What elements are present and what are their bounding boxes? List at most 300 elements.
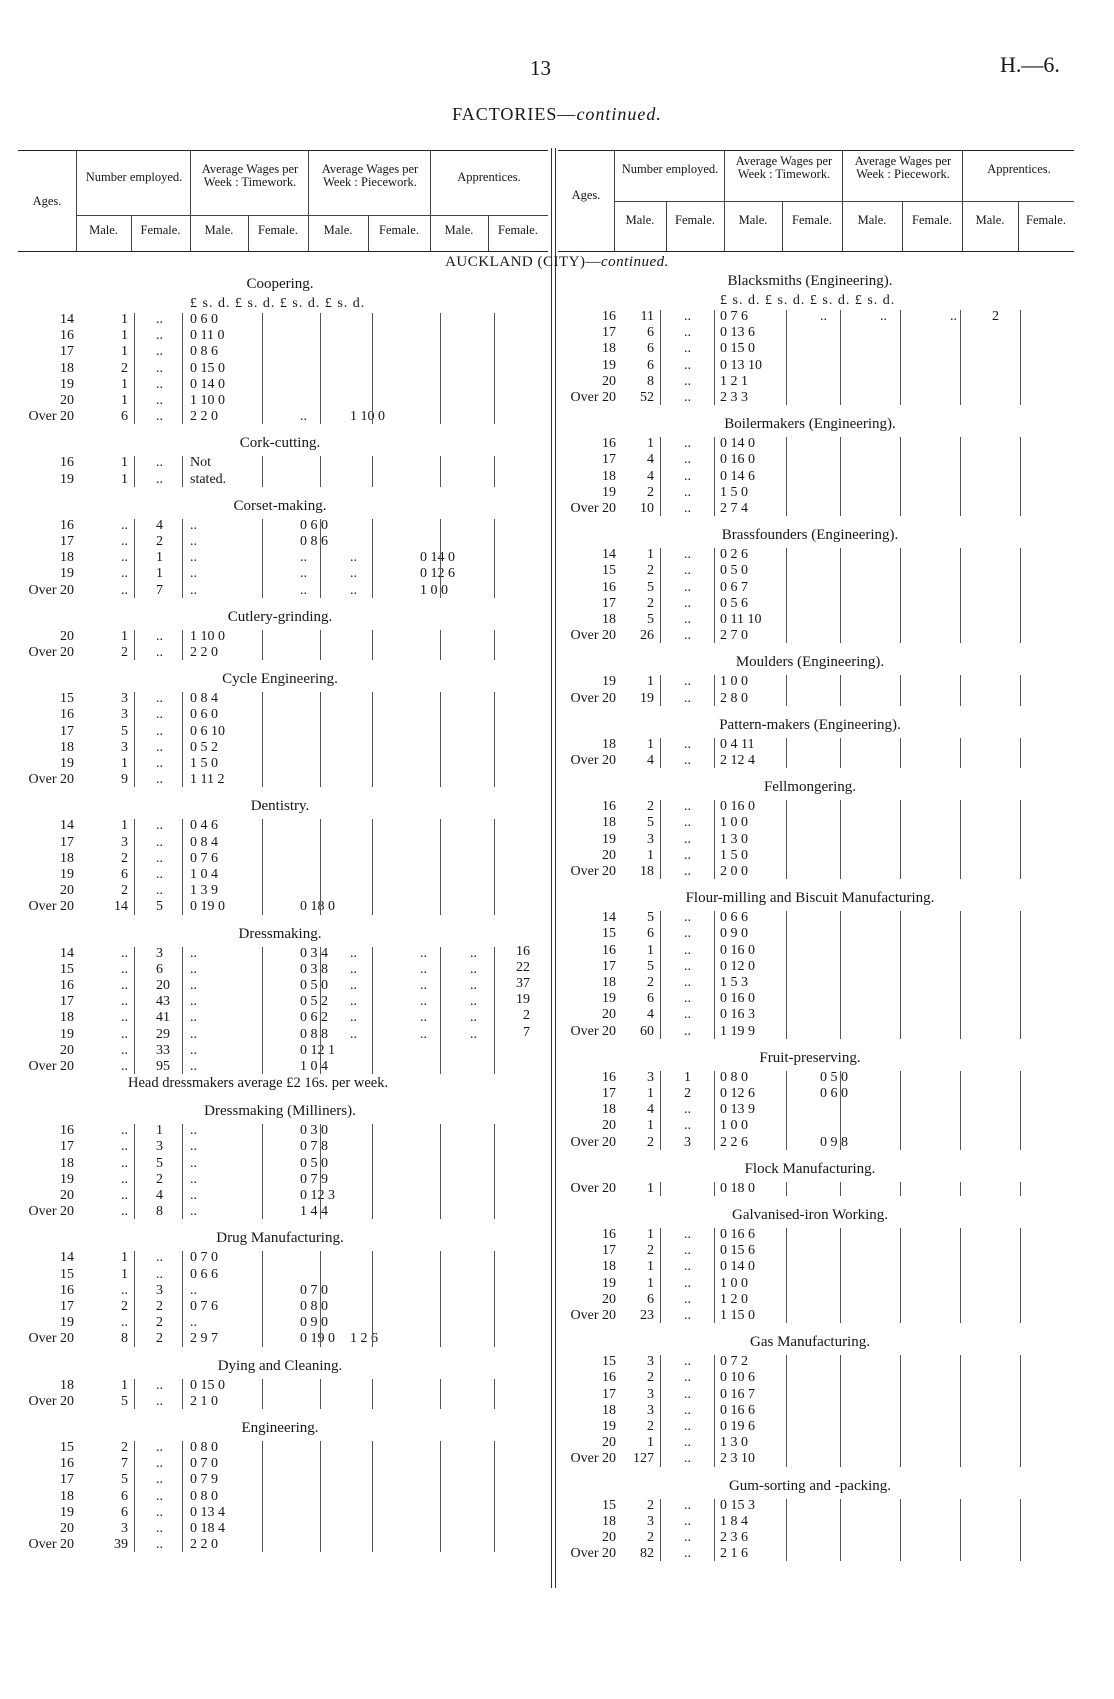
table-cell: 2 — [156, 1171, 163, 1187]
table-cell: .. — [190, 994, 197, 1010]
age-cell: 20 — [602, 1291, 616, 1307]
age-cell: 16 — [602, 579, 616, 595]
table-cell: 0 19 0 — [300, 1331, 335, 1347]
table-cell: .. — [684, 612, 691, 627]
rule-line — [494, 947, 495, 1075]
table-cell: .. — [684, 674, 691, 690]
table-cell: .. — [684, 1513, 691, 1529]
rule-line — [714, 310, 715, 405]
table-cell: .. — [684, 1227, 691, 1242]
rule-line — [714, 1499, 715, 1562]
rule-line — [660, 911, 661, 1039]
rule-line — [900, 548, 901, 643]
rule-line — [134, 947, 135, 1075]
table-cell: .. — [121, 1204, 128, 1220]
age-cell: 18 — [602, 341, 616, 357]
table-cell: 1 — [684, 1069, 691, 1085]
age-cell: Over 20 — [28, 1059, 74, 1074]
table-cell: 2 2 0 — [190, 1537, 218, 1553]
table-cell: 2 — [156, 534, 163, 549]
table-cell: 1 — [156, 550, 163, 566]
rule-line — [134, 1441, 135, 1552]
table-cell: .. — [156, 1504, 163, 1520]
table-cell: 2 7 4 — [720, 501, 748, 516]
rule-line — [440, 630, 441, 660]
table-cell: 0 18 4 — [190, 1521, 225, 1536]
table-cell: .. — [156, 1488, 163, 1504]
table-cell: .. — [300, 582, 307, 598]
table-cell: 2 2 0 — [190, 409, 218, 425]
age-cell: Over 20 — [28, 1393, 74, 1409]
age-cell: Over 20 — [570, 690, 616, 706]
table-cell: .. — [350, 566, 357, 582]
apprentice-female-count: 37 — [516, 976, 530, 991]
table-cell: .. — [420, 1010, 427, 1026]
section-title: Boilermakers (Engineering). — [724, 416, 896, 433]
rule-line — [182, 1251, 183, 1346]
rule-line — [960, 675, 961, 705]
table-cell: 6 — [156, 961, 163, 977]
age-cell: 16 — [60, 978, 74, 993]
table-cell: .. — [156, 393, 163, 408]
table-cell: 3 — [121, 834, 128, 850]
rule-line — [262, 456, 263, 486]
table-cell: .. — [684, 579, 691, 595]
table-cell: .. — [156, 628, 163, 644]
table-cell: .. — [156, 818, 163, 834]
rule-line — [1020, 1071, 1021, 1150]
table-cell: .. — [156, 723, 163, 739]
rule-line — [182, 313, 183, 424]
table-cell: 0 14 0 — [720, 436, 755, 452]
table-cell: 1 2 0 — [720, 1291, 748, 1307]
table-cell: 1 11 2 — [190, 772, 225, 788]
table-cell: .. — [121, 1026, 128, 1042]
table-cell: .. — [121, 1139, 128, 1155]
age-cell: 20 — [60, 1042, 74, 1058]
section-title: Cutlery-grinding. — [227, 608, 333, 625]
rule-line — [320, 519, 321, 598]
table-cell: 1 8 4 — [720, 1513, 748, 1529]
rule-line — [714, 800, 715, 879]
table-cell: 2 — [121, 1299, 128, 1314]
table-cell: 14 — [114, 899, 128, 915]
table-cell: 6 — [121, 867, 128, 882]
table-cell: 1 — [121, 393, 128, 408]
rule-line — [786, 437, 787, 516]
table-cell: 1 — [647, 1086, 654, 1101]
table-cell: .. — [121, 566, 128, 582]
rule-line — [134, 1251, 135, 1346]
rule-line — [714, 1182, 715, 1196]
table-cell: .. — [684, 1370, 691, 1386]
col-piecework: Average Wages per Week : Piecework. — [321, 162, 419, 189]
age-cell: Over 20 — [570, 1451, 616, 1467]
age-cell: 20 — [60, 1521, 74, 1536]
table-cell: .. — [684, 390, 691, 405]
age-cell: 18 — [602, 1102, 616, 1118]
rule-line — [660, 1228, 661, 1323]
apprentice-female-count: 7 — [523, 1024, 530, 1040]
table-cell: 3 — [684, 1134, 691, 1150]
age-cell: 14 — [602, 547, 616, 563]
table-cell: .. — [156, 360, 163, 376]
age-cell: Over 20 — [570, 628, 616, 644]
table-cell: 0 6 7 — [720, 579, 748, 595]
table-cell: 23 — [640, 1308, 654, 1323]
rule-line — [900, 675, 901, 705]
table-cell: .. — [121, 1315, 128, 1331]
age-cell: Over 20 — [28, 1537, 74, 1553]
table-cell: 8 — [121, 1331, 128, 1347]
table-cell: .. — [190, 550, 197, 566]
rule-line — [372, 1379, 373, 1409]
table-cell: 1 — [156, 566, 163, 582]
table-cell: 1 — [647, 1227, 654, 1242]
table-cell: 2 2 6 — [720, 1134, 748, 1150]
rule-line — [900, 1182, 901, 1196]
rule-line — [372, 1441, 373, 1552]
table-cell: 1 — [647, 436, 654, 452]
rule-line — [714, 911, 715, 1039]
table-cell: .. — [156, 409, 163, 425]
rule-line — [182, 630, 183, 660]
table-cell: 20 — [156, 978, 170, 993]
table-cell: .. — [684, 864, 691, 879]
table-cell: .. — [350, 582, 357, 598]
age-cell: 18 — [602, 1513, 616, 1529]
table-cell: .. — [190, 1171, 197, 1187]
table-cell: 0 4 6 — [190, 818, 218, 834]
table-cell: 2 12 4 — [720, 753, 755, 768]
age-cell: Over 20 — [570, 864, 616, 879]
section-title: Dressmaking (Milliners). — [204, 1103, 356, 1120]
age-cell: Over 20 — [28, 1204, 74, 1220]
age-cell: 20 — [60, 883, 74, 899]
table-cell: 2 — [647, 595, 654, 611]
age-cell: 19 — [60, 1504, 74, 1520]
table-cell: .. — [684, 501, 691, 516]
table-cell: 0 16 7 — [720, 1386, 755, 1402]
table-cell: 0 8 6 — [300, 534, 328, 549]
table-cell: 0 14 6 — [720, 468, 755, 484]
rule-line — [262, 819, 263, 914]
rule-line — [262, 1441, 263, 1552]
table-cell: 6 — [121, 1488, 128, 1504]
table-cell: 2 — [121, 1440, 128, 1455]
table-cell: .. — [684, 452, 691, 468]
table-cell: .. — [684, 1354, 691, 1370]
rule-line — [320, 692, 321, 787]
age-cell: 18 — [60, 1155, 74, 1171]
table-cell: .. — [684, 1435, 691, 1451]
table-cell: .. — [190, 1042, 197, 1058]
table-cell: 33 — [156, 1042, 170, 1058]
rule-line — [960, 1071, 961, 1150]
table-cell: 2 — [647, 563, 654, 579]
rule-line — [1020, 1355, 1021, 1466]
age-cell: 17 — [60, 1139, 74, 1155]
table-cell: .. — [121, 534, 128, 549]
table-cell: 0 9 0 — [720, 926, 748, 942]
table-cell: .. — [420, 978, 427, 993]
table-cell: 0 3 4 — [300, 945, 328, 961]
table-cell: 0 5 0 — [820, 1069, 848, 1085]
table-cell: 1 — [647, 1259, 654, 1275]
age-cell: 19 — [602, 484, 616, 500]
age-cell: Over 20 — [28, 645, 74, 660]
table-cell: 0 7 0 — [300, 1282, 328, 1298]
table-cell: 2 1 0 — [190, 1393, 218, 1409]
table-cell: 82 — [640, 1546, 654, 1562]
table-cell: 5 — [156, 899, 163, 915]
rule-line — [182, 1124, 183, 1219]
table-cell: .. — [820, 309, 827, 324]
table-cell: 0 6 0 — [190, 312, 218, 327]
age-cell: 14 — [60, 818, 74, 834]
apprentice-female-count: 16 — [516, 943, 530, 959]
table-cell: .. — [470, 945, 477, 961]
table-cell: 5 — [121, 723, 128, 739]
rule-line — [786, 911, 787, 1039]
table-cell: 0 12 1 — [300, 1042, 335, 1058]
table-cell: 4 — [647, 1007, 654, 1023]
table-cell: 2 8 0 — [720, 690, 748, 706]
rule-line — [714, 675, 715, 705]
table-cell: 0 8 4 — [190, 834, 218, 850]
age-cell: 17 — [60, 534, 74, 549]
rule-line — [786, 1355, 787, 1466]
table-cell: 0 12 0 — [720, 958, 755, 974]
rule-line — [440, 819, 441, 914]
table-cell: .. — [950, 309, 957, 324]
table-cell: 3 — [156, 1282, 163, 1298]
table-cell: 1 3 0 — [720, 831, 748, 847]
table-cell: 0 7 6 — [190, 850, 218, 866]
table-header-left: Ages. Number employed. Average Wages per Week : Timework. Average Wages per Week : Piecework. Apprentices. Male. Female. Male. Female. Male. Female. Male. Female. — [18, 150, 548, 252]
table-cell: 0 7 9 — [300, 1171, 328, 1187]
rule-line — [1020, 800, 1021, 879]
age-cell: 20 — [602, 1007, 616, 1023]
table-cell: .. — [684, 975, 691, 990]
table-cell: 1 — [121, 756, 128, 771]
table-cell: .. — [684, 831, 691, 847]
table-cell: .. — [190, 1010, 197, 1026]
age-cell: 18 — [60, 1377, 74, 1393]
table-cell: .. — [420, 994, 427, 1010]
table-cell: .. — [156, 455, 163, 471]
table-cell: 0 15 0 — [190, 1377, 225, 1393]
table-cell: 3 — [121, 707, 128, 723]
table-cell: 0 13 6 — [720, 325, 755, 341]
rule-line — [440, 519, 441, 598]
table-cell: .. — [684, 1497, 691, 1513]
section-title: Galvanised-iron Working. — [732, 1207, 888, 1223]
table-cell: 2 3 10 — [720, 1451, 755, 1467]
table-cell: 0 12 6 — [720, 1086, 755, 1101]
table-cell: 0 8 6 — [190, 344, 218, 360]
table-cell: 9 — [121, 772, 128, 788]
age-cell: 18 — [60, 739, 74, 755]
table-cell: 0 14 0 — [720, 1259, 755, 1275]
table-cell: 1 0 0 — [720, 674, 748, 690]
table-cell: .. — [684, 1275, 691, 1291]
rule-line — [840, 310, 841, 405]
table-cell: .. — [684, 736, 691, 752]
table-cell: .. — [156, 1266, 163, 1282]
rule-line — [494, 1124, 495, 1219]
table-cell: 1 — [647, 674, 654, 690]
table-cell: 0 6 6 — [190, 1266, 218, 1282]
rule-line — [440, 1379, 441, 1409]
rule-line — [714, 1228, 715, 1323]
table-cell: .. — [684, 958, 691, 974]
table-cell: .. — [121, 1123, 128, 1139]
table-cell: 7 — [156, 582, 163, 598]
table-cell: .. — [190, 1204, 197, 1220]
table-cell: 0 16 0 — [720, 942, 755, 958]
table-cell: 29 — [156, 1026, 170, 1042]
table-cell: 0 8 8 — [300, 1026, 328, 1042]
section-title: Cork-cutting. — [239, 435, 321, 452]
rule-line — [840, 911, 841, 1039]
age-cell: 16 — [60, 1456, 74, 1472]
section-title: Blacksmiths (Engineering). — [727, 273, 893, 289]
table-cell: 1 — [647, 1118, 654, 1134]
table-cell: .. — [190, 1139, 197, 1155]
rule-line — [840, 1182, 841, 1196]
section-title: Gas Manufacturing. — [750, 1334, 870, 1351]
rule-line — [840, 738, 841, 768]
rule-line — [372, 630, 373, 660]
rule-line — [182, 519, 183, 598]
age-cell: 20 — [602, 1530, 616, 1545]
section-note: Head dressmakers average £2 16s. per week. — [128, 1075, 389, 1092]
age-cell: 19 — [60, 1315, 74, 1331]
section-title: Engineering. — [241, 1420, 319, 1436]
rule-line — [372, 313, 373, 424]
age-cell: 16 — [602, 1227, 616, 1242]
age-cell: Over 20 — [570, 501, 616, 516]
rule-line — [262, 947, 263, 1075]
table-cell: 1 — [156, 1123, 163, 1139]
table-cell: .. — [684, 547, 691, 563]
section-title: Fellmongering. — [763, 779, 857, 796]
table-cell: 0 6 0 — [820, 1086, 848, 1101]
age-cell: Over 20 — [28, 772, 74, 788]
age-cell: 19 — [602, 991, 616, 1007]
table-cell: .. — [684, 468, 691, 484]
apprentice-female-count: 2 — [523, 1008, 530, 1024]
table-cell: .. — [684, 991, 691, 1007]
table-cell: 0 10 6 — [720, 1370, 755, 1386]
age-cell: 19 — [60, 1171, 74, 1187]
table-cell: Not — [190, 455, 211, 471]
age-cell: 18 — [60, 360, 74, 376]
rule-line — [900, 310, 901, 405]
table-cell: 43 — [156, 994, 170, 1010]
rule-line — [786, 548, 787, 643]
table-cell: .. — [350, 550, 357, 566]
rule-line — [494, 456, 495, 486]
table-cell: 1 — [121, 818, 128, 834]
table-cell: .. — [156, 1456, 163, 1472]
age-cell: Over 20 — [570, 753, 616, 768]
table-cell: 0 13 10 — [720, 357, 762, 373]
age-cell: Over 20 — [570, 1308, 616, 1323]
table-cell: 5 — [647, 579, 654, 595]
section-title: Fruit-preserving. — [759, 1049, 861, 1066]
age-cell: 17 — [602, 1086, 616, 1101]
rule-line — [660, 548, 661, 643]
table-cell: 2 — [156, 1315, 163, 1331]
rule-line — [134, 456, 135, 486]
rule-line — [182, 692, 183, 787]
table-cell: 1 10 0 — [350, 409, 385, 425]
rule-line — [660, 675, 661, 705]
table-cell: .. — [350, 961, 357, 977]
table-cell: 6 — [121, 409, 128, 425]
table-cell: 0 12 6 — [420, 566, 455, 582]
table-cell: 0 5 0 — [300, 978, 328, 993]
rule-line — [320, 947, 321, 1075]
table-cell: 1 0 0 — [720, 815, 748, 831]
rule-line — [960, 437, 961, 516]
table-cell: 1 2 1 — [720, 373, 748, 389]
table-cell: 2 — [156, 1299, 163, 1314]
table-cell: .. — [156, 756, 163, 771]
table-cell: 0 6 0 — [300, 517, 328, 533]
table-cell: 0 7 9 — [190, 1472, 218, 1488]
age-cell: 18 — [602, 1402, 616, 1418]
age-cell: 17 — [60, 1472, 74, 1488]
table-cell: 39 — [114, 1537, 128, 1553]
rule-line — [134, 692, 135, 787]
age-cell: 15 — [602, 1497, 616, 1513]
rule-line — [182, 456, 183, 486]
rule-line — [714, 738, 715, 768]
table-cell: .. — [156, 1521, 163, 1536]
table-cell: 5 — [121, 1393, 128, 1409]
age-cell: 19 — [602, 357, 616, 373]
table-cell: 1 4 4 — [300, 1204, 328, 1220]
table-cell: .. — [190, 945, 197, 961]
rule-line — [960, 310, 961, 405]
age-cell: 18 — [602, 612, 616, 627]
rule-line — [134, 1379, 135, 1409]
rule-line — [1020, 310, 1021, 405]
money-units-header: £ s. d. £ s. d. £ s. d. £ s. d. — [190, 296, 366, 311]
table-cell: 19 — [640, 690, 654, 706]
table-cell: 8 — [156, 1204, 163, 1220]
table-cell: .. — [121, 1282, 128, 1298]
age-cell: 20 — [602, 1435, 616, 1451]
rule-line — [900, 1355, 901, 1466]
rule-line — [440, 1251, 441, 1346]
table-cell: .. — [880, 309, 887, 324]
rule-line — [320, 630, 321, 660]
age-cell: 17 — [60, 1299, 74, 1314]
money-units-header: £ s. d. £ s. d. £ s. d. £ s. d. — [720, 293, 896, 308]
section-title: Corset-making. — [233, 497, 327, 514]
section-title: Dying and Cleaning. — [217, 1357, 343, 1374]
table-cell: .. — [684, 1530, 691, 1545]
table-cell: 2 3 3 — [720, 390, 748, 405]
table-cell: 1 5 0 — [190, 756, 218, 771]
table-cell: .. — [156, 645, 163, 660]
table-cell: 0 5 0 — [300, 1155, 328, 1171]
table-cell: .. — [684, 1291, 691, 1307]
